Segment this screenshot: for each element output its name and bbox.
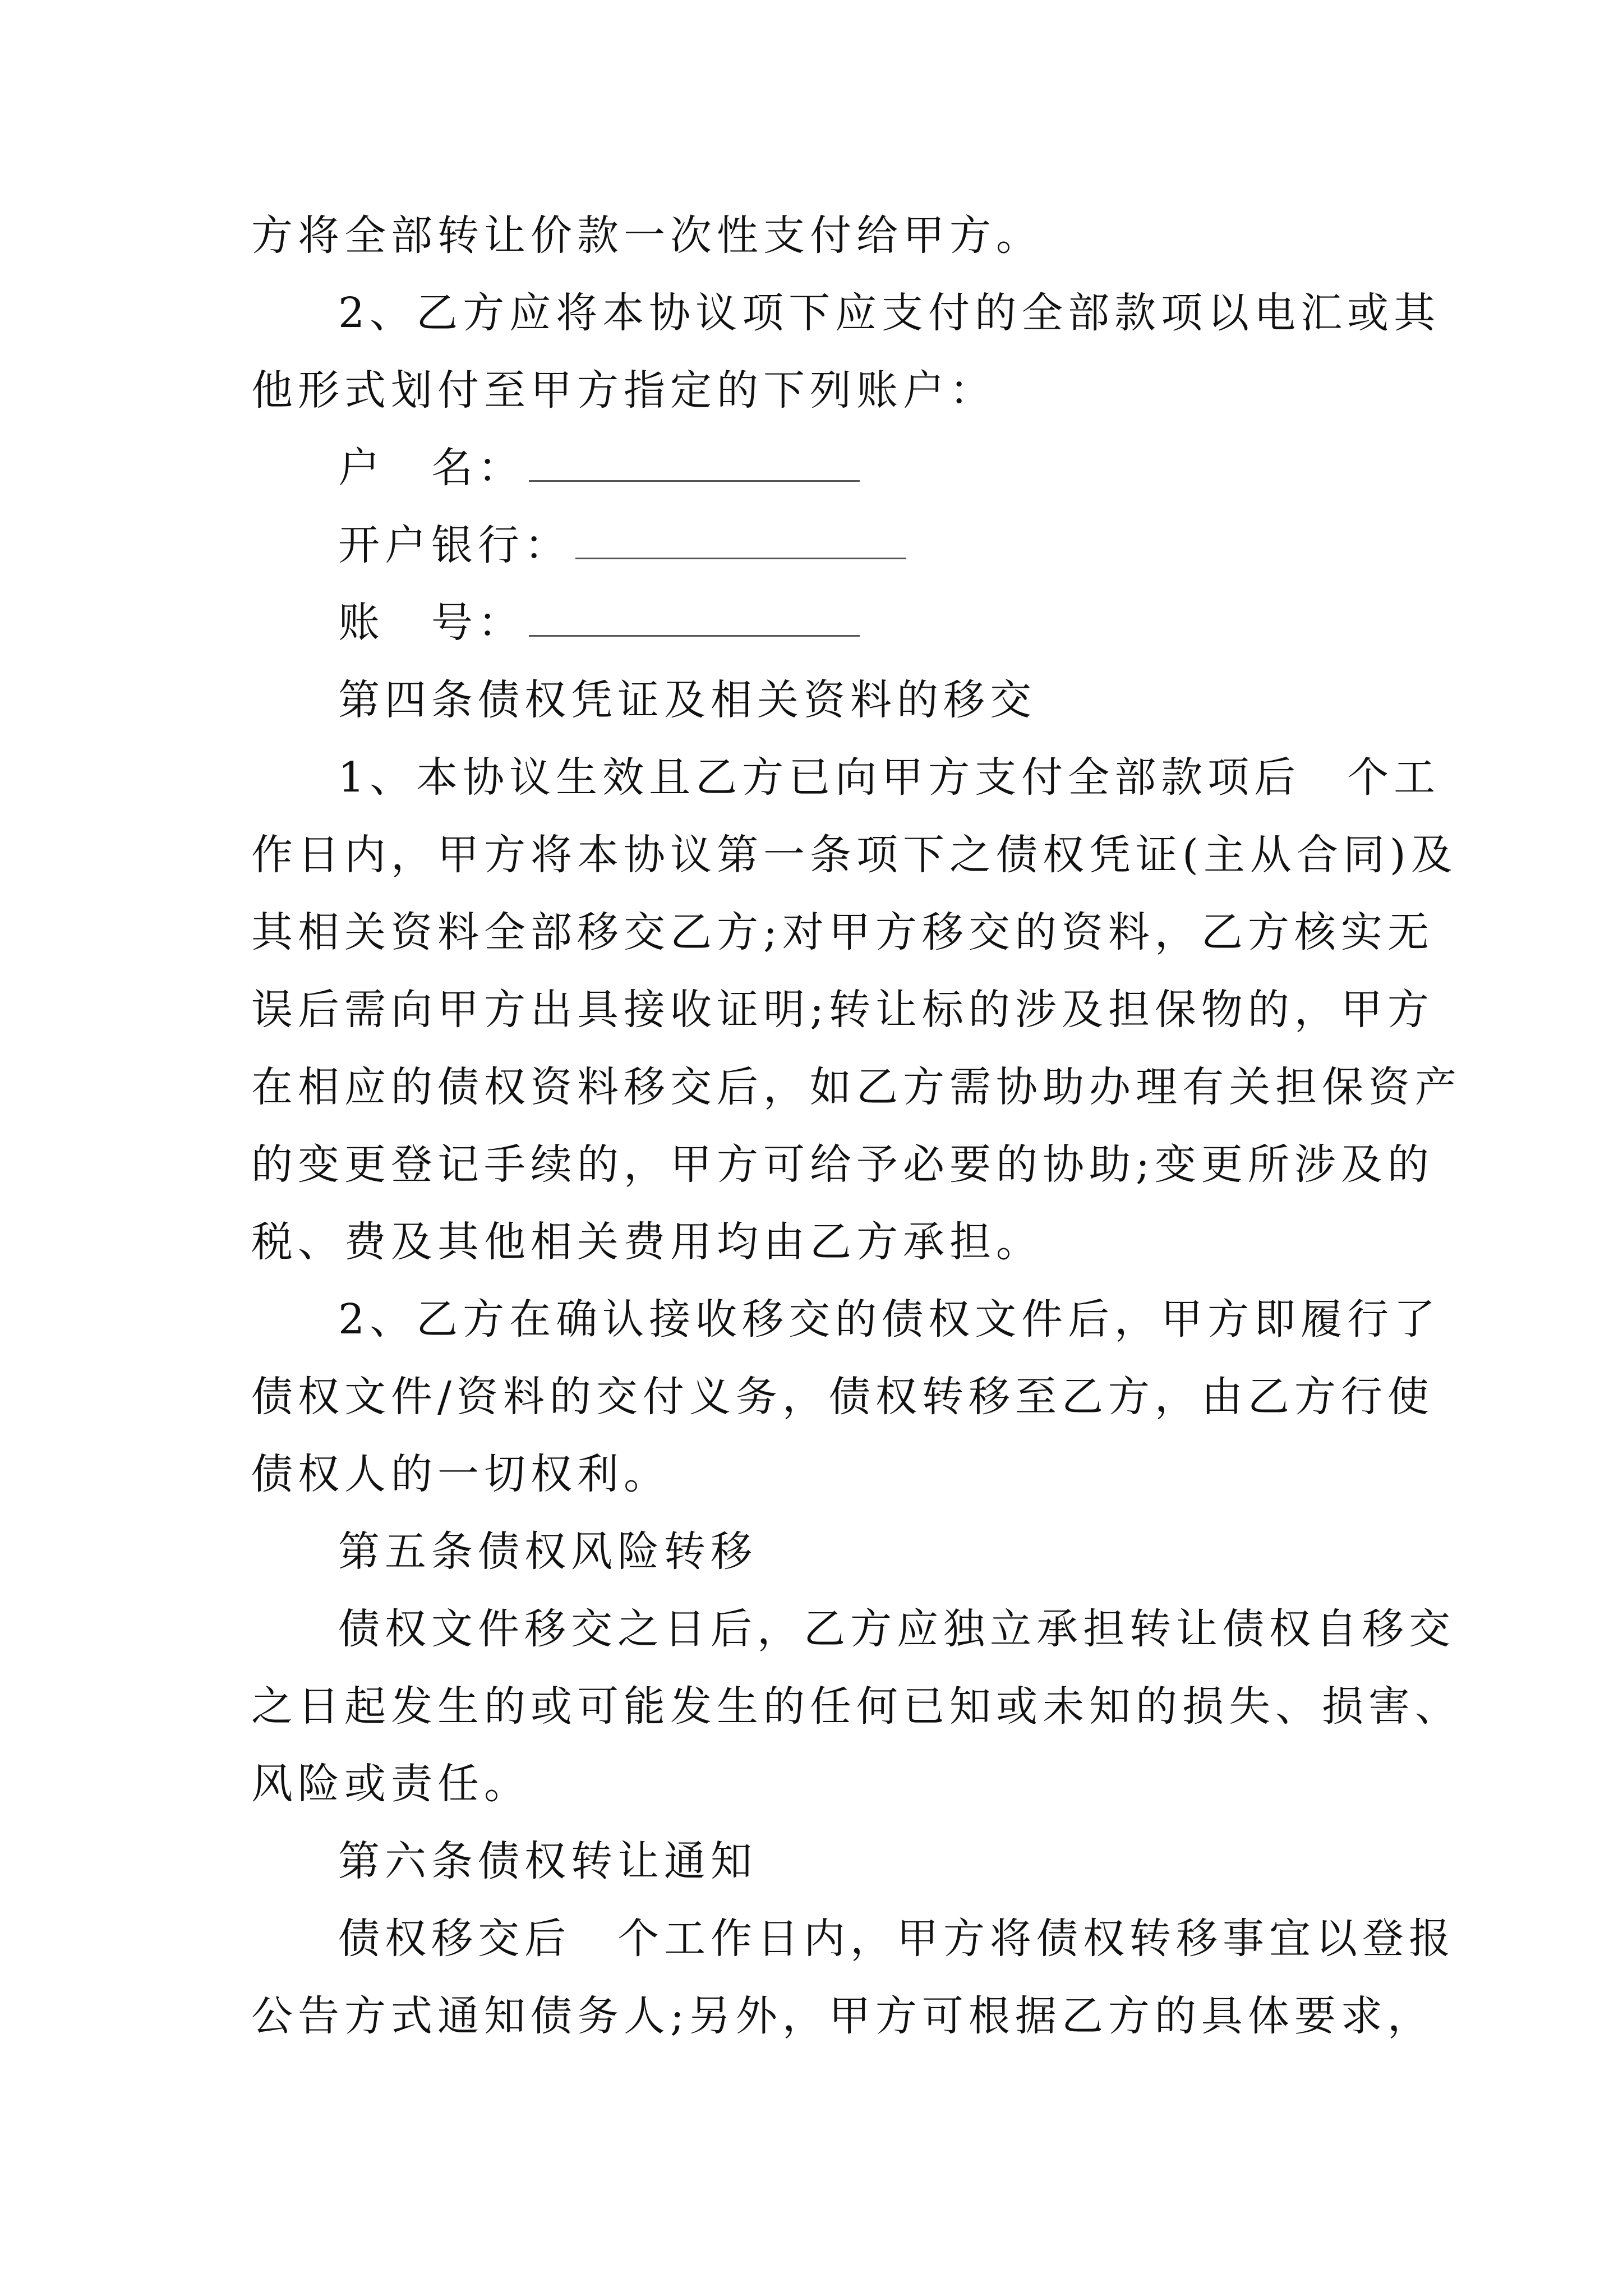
account-name-blank [529, 447, 860, 482]
text-line: 税、费及其他相关费用均由乙方承担。 [251, 1218, 1043, 1266]
text-line: 方将全部转让价款一次性支付给甲方。 [251, 211, 1043, 260]
text-line: 2、乙方应将本协议项下应支付的全部款项以电汇或其 [338, 289, 1441, 337]
account-number-blank [529, 601, 860, 637]
text-line: 债权人的一切权利。 [251, 1450, 670, 1498]
bank-field [338, 517, 906, 573]
text-line: 债权移交后 个工作日内，甲方将债权转移事宜以登报 [338, 1915, 1455, 1963]
text-line: 在相应的债权资料移交后，如乙方需协助办理有关担保资产 [251, 1063, 1461, 1111]
account-number-field [338, 595, 860, 651]
bank-blank [575, 524, 906, 559]
bank-label: 开户银行： [338, 521, 571, 569]
text-line: 误后需向甲方出具接收证明;转让标的涉及担保物的，甲方 [251, 986, 1434, 1034]
text-line: 2、乙方在确认接收移交的债权文件后，甲方即履行了 [338, 1295, 1441, 1343]
text-line: 债权文件/资料的交付义务，债权转移至乙方，由乙方行使 [251, 1373, 1434, 1421]
text-line: 他形式划付至甲方指定的下列账户： [251, 366, 996, 415]
account-name-field [338, 440, 860, 496]
text-line: 1、本协议生效且乙方已向甲方支付全部款项后 个工 [338, 753, 1441, 802]
text-line: 公告方式通知债务人;另外，甲方可根据乙方的具体要求， [251, 1992, 1434, 2040]
account-number-label: 账 号： [338, 599, 524, 647]
account-name-label: 户 名： [338, 444, 524, 492]
text-line: 风险或责任。 [251, 1760, 531, 1808]
text-line: 其相关资料全部移交乙方;对甲方移交的资料，乙方核实无 [251, 908, 1434, 956]
text-line: 之日起发生的或可能发生的任何已知或未知的损失、损害、 [251, 1682, 1461, 1731]
text-line: 债权文件移交之日后，乙方应独立承担转让债权自移交 [338, 1605, 1455, 1653]
section-heading: 第五条债权风险转移 [338, 1527, 757, 1576]
text-line: 的变更登记手续的，甲方可给予必要的协助;变更所涉及的 [251, 1140, 1434, 1189]
section-heading: 第四条债权凭证及相关资料的移交 [338, 676, 1036, 724]
section-heading: 第六条债权转让通知 [338, 1837, 757, 1885]
text-line: 作日内，甲方将本协议第一条项下之债权凭证(主从合同)及 [251, 831, 1458, 879]
